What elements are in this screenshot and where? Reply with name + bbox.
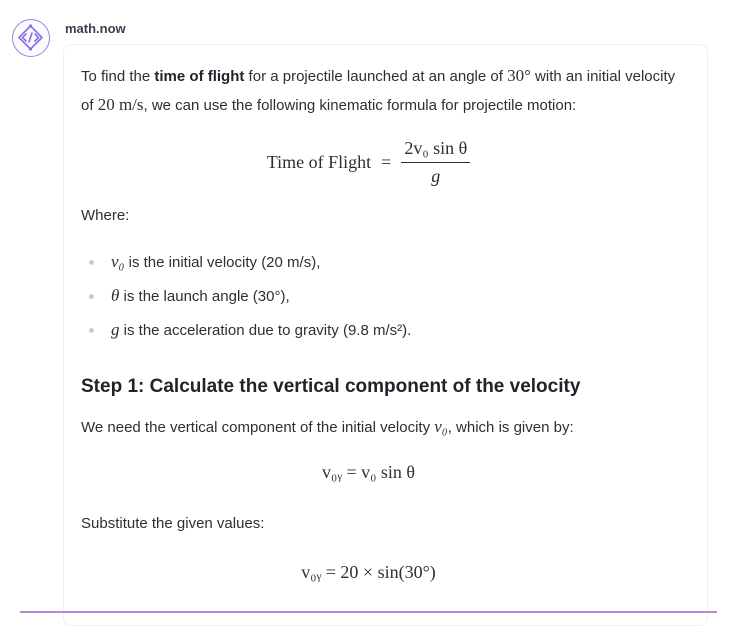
intro-paragraph: To find the time of flight for a projectile launched at an angle of 30° with an initial velocity of 20 m/s, we can use the following kinematic formula for projectile motion: — [81, 66, 676, 114]
formula-fraction — [401, 138, 470, 187]
vertical-velocity-formula: v₀ᵧ = v₀ sin θ — [321, 462, 416, 482]
step1-paragraph: We need the vertical component of the initial velocity v₀, which is given by: — [81, 417, 574, 436]
step1-heading: Step 1: Calculate the vertical component of the velocity — [81, 376, 581, 397]
angle-value: 30° — [507, 66, 531, 85]
where-label: Where: — [81, 207, 130, 224]
list-item: v₀ is the initial velocity (20 m/s), — [81, 248, 411, 282]
variable-list — [81, 248, 411, 350]
intro-bold: time of flight — [154, 68, 245, 85]
velocity-value: 20 m/s — [97, 95, 144, 114]
bot-name: math.now — [65, 21, 126, 36]
bullet-dot-icon — [89, 328, 94, 333]
list-item: θ is the launch angle (30°), — [81, 282, 411, 316]
bot-avatar — [12, 19, 50, 57]
code-diamond-icon — [13, 20, 48, 55]
list-item: g is the acceleration due to gravity (9.8 m/s²). — [81, 316, 411, 350]
bullet-dot-icon — [89, 294, 94, 299]
formula-denominator: g — [431, 166, 441, 186]
formula-equals: = — [381, 152, 392, 172]
formula-numerator: 2v₀ sin θ — [401, 138, 470, 163]
formula-lhs: Time of Flight — [266, 152, 372, 172]
time-of-flight-formula — [0, 135, 737, 190]
input-divider — [20, 611, 717, 613]
bullet-dot-icon — [89, 260, 94, 265]
substitute-text: Substitute the given values: — [81, 515, 265, 532]
substitution-formula: v₀ᵧ = 20 × sin(30°) — [301, 562, 436, 582]
